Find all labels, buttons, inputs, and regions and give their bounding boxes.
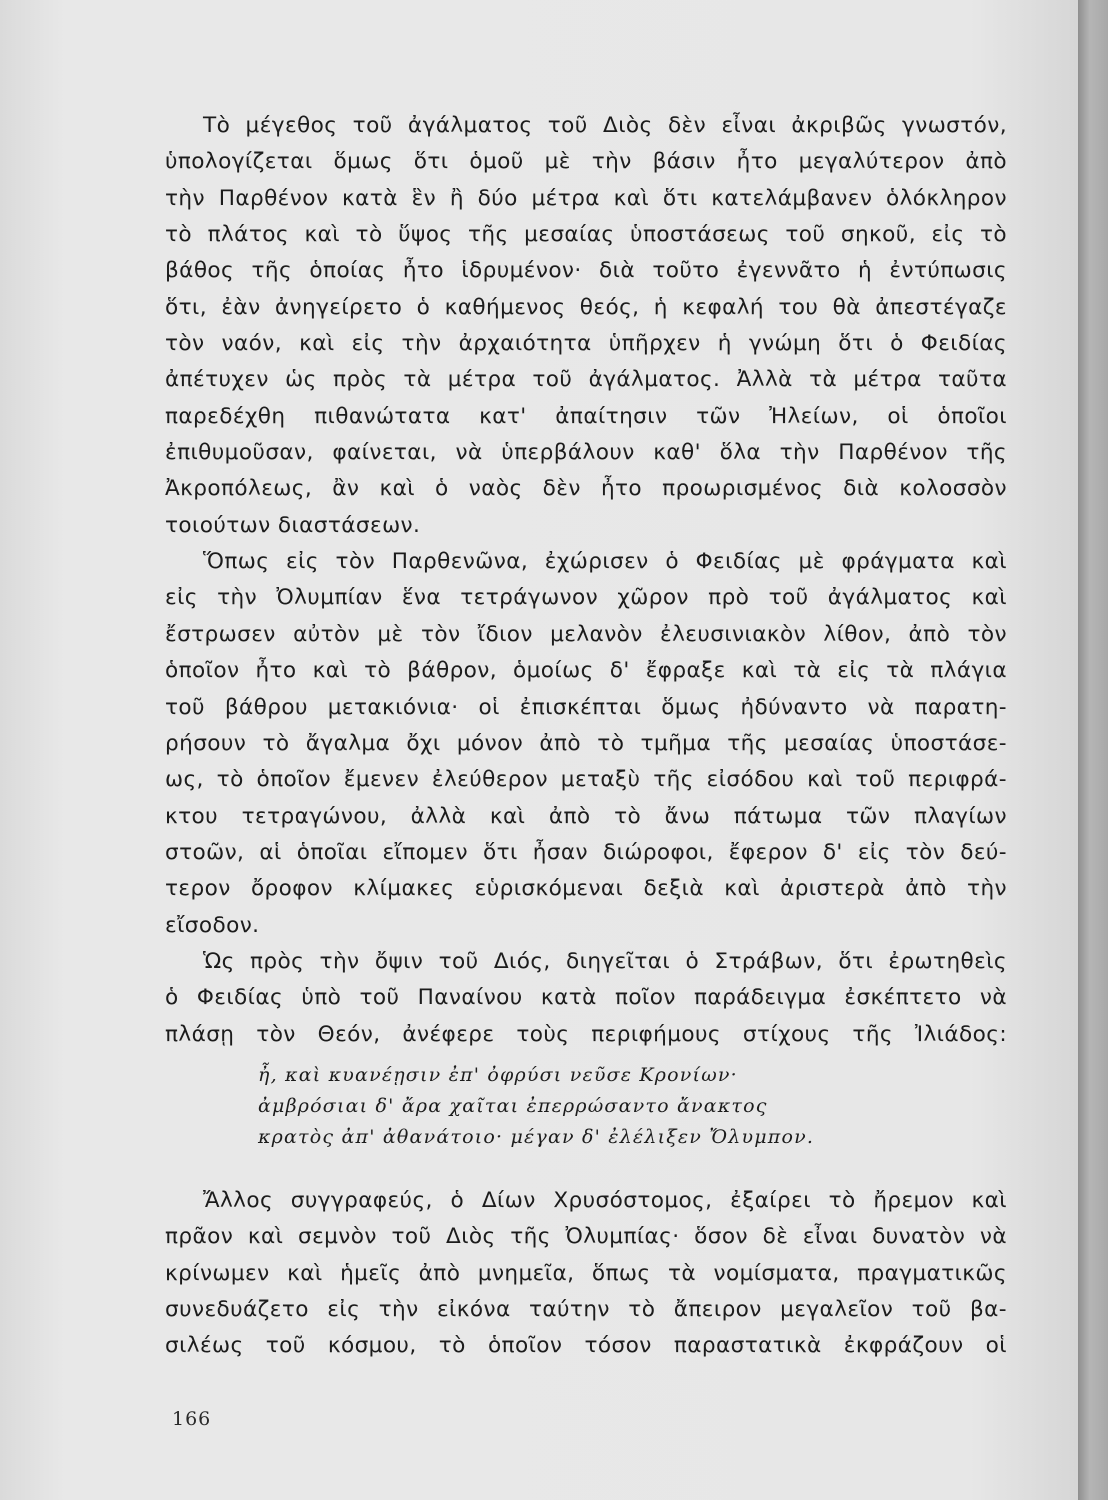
text-line: Ἀκροπόλεως, ἂν καὶ ὁ ναὸς δὲν ἦτο προωρισμένος διὰ κολοσσὸν (165, 476, 1007, 502)
text-line: τὸ πλάτος καὶ τὸ ὕψος τῆς μεσαίας ὑποστάσεως τοῦ σηκοῦ, εἰς τὸ (165, 222, 1007, 248)
text-line: εἰς τὴν Ὀλυμπίαν ἕνα τετράγωνον χῶρον πρὸ τοῦ ἀγάλματος καὶ (165, 585, 1007, 611)
body-text-bottom (165, 1183, 1007, 1365)
text-line: στοῶν, αἱ ὁποῖαι εἴπομεν ὅτι ἦσαν διώροφοι, ἔφερον δ' εἰς τὸν δεύ- (165, 839, 1007, 865)
text-line: κτου τετραγώνου, ἀλλὰ καὶ ἀπὸ τὸ ἄνω πάτωμα τῶν πλαγίων (165, 803, 1007, 829)
text-line: εἴσοδον. (165, 912, 260, 938)
body-text-top (165, 108, 1007, 1053)
text-line: τοιούτων διαστάσεων. (165, 512, 421, 538)
text-line: πλάσῃ τὸν Θεόν, ἀνέφερε τοὺς περιφήμους στίχους τῆς Ἰλιάδος: (165, 1021, 1007, 1047)
text-line: ἐπιθυμοῦσαν, φαίνεται, νὰ ὑπερβάλουν καθ' ὅλα τὴν Παρθένον τῆς (165, 440, 1007, 466)
text-line: ὁποῖον ἦτο καὶ τὸ βάθρον, ὁμοίως δ' ἔφραξε καὶ τὰ εἰς τὰ πλάγια (165, 658, 1007, 684)
text-line: πρᾶον καὶ σεμνὸν τοῦ Διὸς τῆς Ὀλυμπίας· ὅσον δὲ εἶναι δυνατὸν νὰ (165, 1224, 1007, 1250)
text-line: κρίνωμεν καὶ ἡμεῖς ἀπὸ μνημεῖα, ὅπως τὰ νομίσματα, πραγματικῶς (165, 1260, 1007, 1286)
homer-quotation (258, 1060, 814, 1153)
text-line: συνεδυάζετο εἰς τὴν εἰκόνα ταύτην τὸ ἄπειρον μεγαλεῖον τοῦ βα- (165, 1297, 1007, 1323)
text-line: ἔστρωσεν αὐτὸν μὲ τὸν ἴδιον μελανὸν ἐλευσινιακὸν λίθον, ἀπὸ τὸν (165, 621, 1007, 647)
text-line: ὁ Φειδίας ὑπὸ τοῦ Παναίνου κατὰ ποῖον παράδειγμα ἐσκέπτετο νὰ (165, 985, 1007, 1011)
text-line: παρεδέχθη πιθανώτατα κατ' ἀπαίτησιν τῶν Ἠλείων, οἱ ὁποῖοι (165, 403, 1007, 429)
book-spine-edge (1078, 0, 1108, 1500)
text-line: τὴν Παρθένον κατὰ ἓν ἢ δύο μέτρα καὶ ὅτι κατελάμβανεν ὁλόκληρον (165, 185, 1007, 211)
text-line: βάθος τῆς ὁποίας ἦτο ἱδρυμένον· διὰ τοῦτο ἐγεννᾶτο ἡ ἐντύπωσις (165, 258, 1007, 284)
text-line: τὸν ναόν, καὶ εἰς τὴν ἀρχαιότητα ὑπῆρχεν ἡ γνώμη ὅτι ὁ Φειδίας (165, 331, 1007, 357)
text-line: Ὅπως εἰς τὸν Παρθενῶνα, ἐχώρισεν ὁ Φειδίας μὲ φράγματα καὶ (203, 549, 1007, 575)
verse-line: ἦ, καὶ κυανέῃσιν ἐπ' ὀφρύσι νεῦσε Κρονίων· (258, 1064, 738, 1086)
text-line: ὅτι, ἐὰν ἀνηγείρετο ὁ καθήμενος θεός, ἡ κεφαλή του θὰ ἀπεστέγαζε (165, 294, 1007, 320)
text-line: τοῦ βάθρου μετακιόνια· οἱ ἐπισκέπται ὅμως ἠδύναντο νὰ παρατη- (165, 694, 1007, 720)
text-line: σιλέως τοῦ κόσμου, τὸ ὁποῖον τόσον παραστατικὰ ἐκφράζουν οἱ (165, 1333, 1007, 1359)
text-line: Ὡς πρὸς τὴν ὄψιν τοῦ Διός, διηγεῖται ὁ Στράβων, ὅτι ἐρωτηθεὶς (203, 948, 1007, 974)
text-line: Τὸ μέγεθος τοῦ ἀγάλματος τοῦ Διὸς δὲν εἶναι ἀκριβῶς γνωστόν, (203, 113, 1007, 138)
verse-line: ἀμβρόσιαι δ' ἄρα χαῖται ἐπερρώσαντο ἄνακτος (258, 1095, 768, 1117)
text-line: ως, τὸ ὁποῖον ἔμενεν ἐλεύθερον μεταξὺ τῆς εἰσόδου καὶ τοῦ περιφρά- (165, 767, 1007, 793)
text-line: ἀπέτυχεν ὡς πρὸς τὰ μέτρα τοῦ ἀγάλματος. Ἀλλὰ τὰ μέτρα ταῦτα (165, 367, 1007, 393)
text-line: τερον ὄροφον κλίμακες εὑρισκόμεναι δεξιὰ καὶ ἀριστερὰ ἀπὸ τὴν (165, 876, 1007, 902)
text-line: Ἄλλος συγγραφεύς, ὁ Δίων Χρυσόστομος, ἐξαίρει τὸ ἤρεμον καὶ (203, 1188, 1007, 1213)
text-line: ὑπολογίζεται ὅμως ὅτι ὁμοῦ μὲ τὴν βάσιν ἦτο μεγαλύτερον ἀπὸ (165, 149, 1007, 175)
page-number: 166 (172, 1408, 212, 1430)
text-line: ρήσουν τὸ ἄγαλμα ὄχι μόνον ἀπὸ τὸ τμῆμα τῆς μεσαίας ὑποστάσε- (165, 730, 1007, 756)
verse-line: κρατὸς ἀπ' ἀθανάτοιο· μέγαν δ' ἐλέλιξεν Ὄλυμπον. (258, 1126, 815, 1148)
